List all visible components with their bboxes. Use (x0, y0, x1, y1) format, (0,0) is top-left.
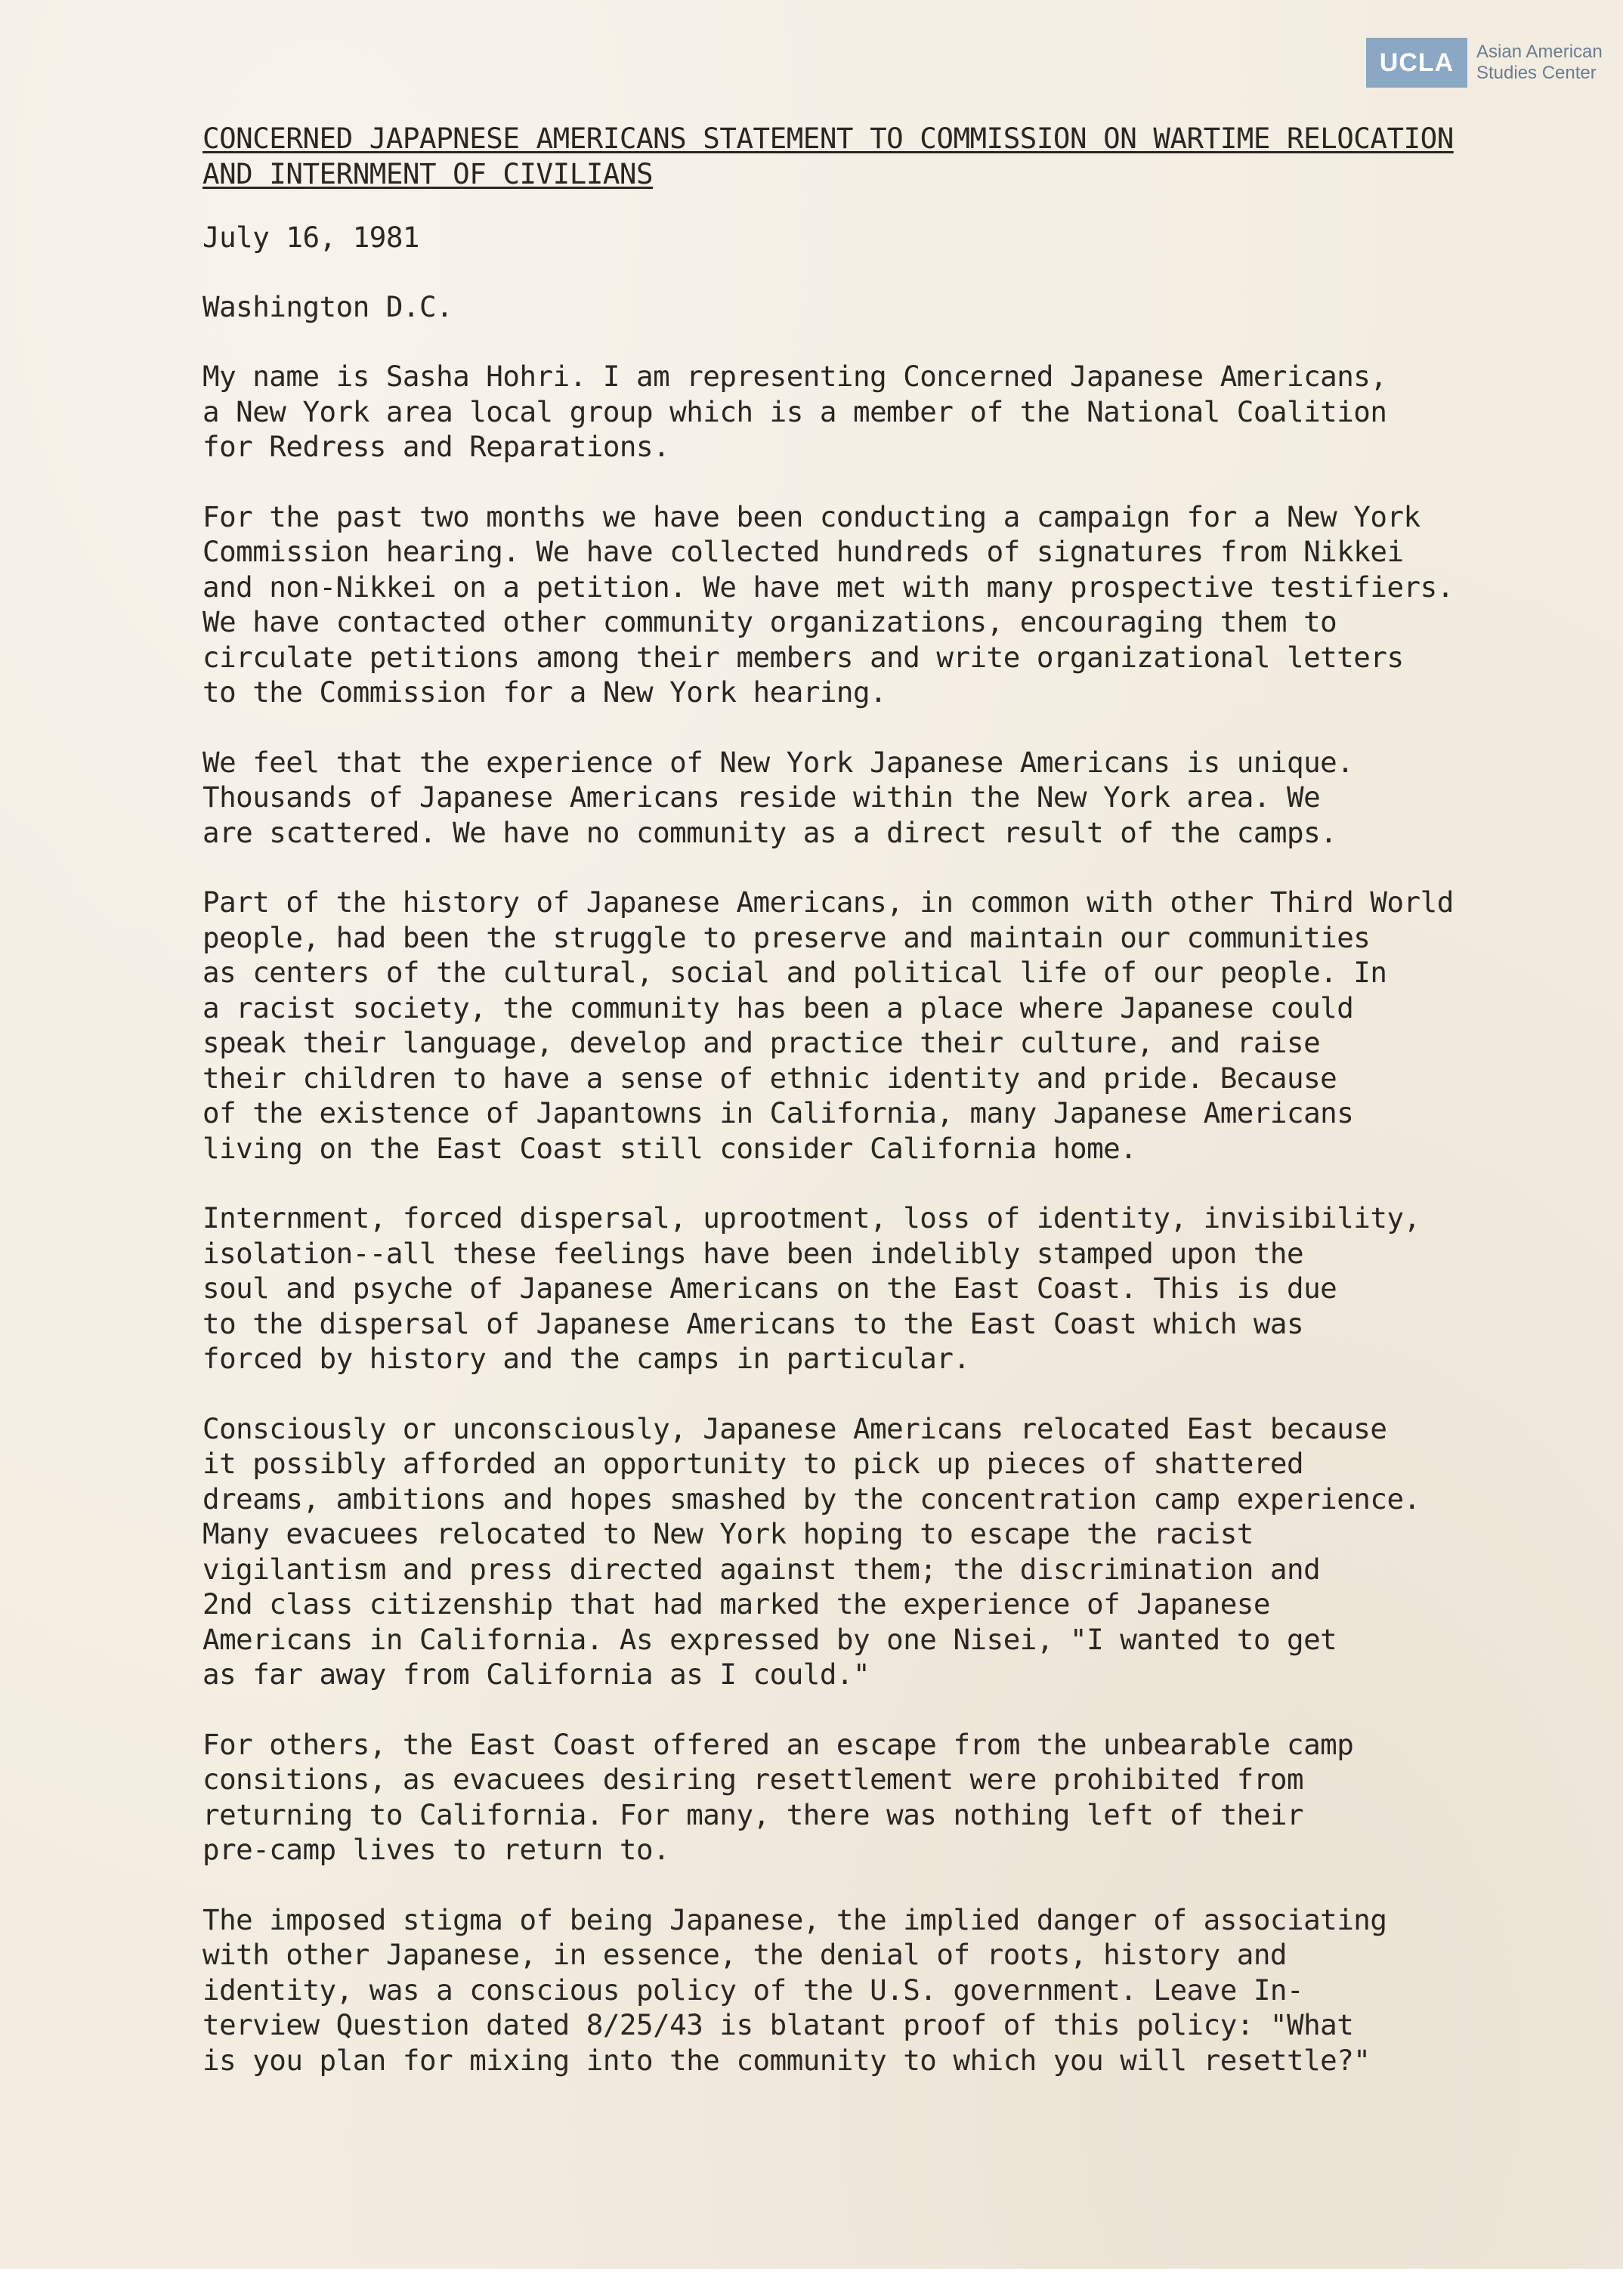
paragraph-line: it possibly afforded an opportunity to pick up pieces of shattered (202, 1447, 1304, 1480)
paragraph-line: of the existence of Japantowns in California, many Japanese Americans (202, 1096, 1354, 1129)
paragraph (202, 1411, 1442, 1692)
badge-caption-line-2: Studies Center (1476, 63, 1597, 83)
paragraph (202, 1902, 1442, 2078)
paragraph-line: and non-Nikkei on a petition. We have met with many prospective testifiers. (202, 570, 1454, 604)
paragraph-line: The imposed stigma of being Japanese, the implied danger of associating (202, 1902, 1387, 1936)
paragraph-line: as centers of the cultural, social and political life of our people. In (202, 956, 1387, 989)
paragraph-line: a New York area local group which is a member of the National Coalition (202, 394, 1387, 428)
scan-border (0, 2269, 1623, 2296)
paragraph-line: people, had been the struggle to preserve and maintain our communities (202, 920, 1371, 954)
paragraph (202, 359, 1442, 465)
paragraph-line: Commission hearing. We have collected hundreds of signatures from Nikkei (202, 535, 1404, 568)
ucla-logo: UCLA (1366, 38, 1467, 88)
paragraph-line: consitions, as evacuees desiring resettlement were prohibited from (202, 1763, 1304, 1796)
paragraph-line: is you plan for mixing into the community to which you will resettle?" (202, 2043, 1371, 2077)
statement-location: Washington D.C. (202, 289, 453, 323)
paragraph-line: Americans in California. As expressed by one Nisei, "I wanted to get (202, 1622, 1337, 1656)
paragraph (202, 1727, 1442, 1868)
paragraph-line: soul and psyche of Japanese Americans on the East Coast. This is due (202, 1272, 1337, 1305)
paragraph-line: We have contacted other community organizations, encouraging them to (202, 605, 1337, 638)
badge-caption (1476, 42, 1603, 84)
statement-body (202, 121, 1454, 2078)
paragraph-line: Thousands of Japanese Americans reside within the New York area. We (202, 780, 1321, 814)
paragraph-line: as far away from California as I could." (202, 1658, 870, 1691)
paragraph-line: returning to California. For many, there was nothing left of their (202, 1797, 1304, 1831)
paragraph-line: a racist society, the community has been a place where Japanese could (202, 990, 1354, 1024)
paragraph-line: Internment, forced dispersal, uprootment, loss of identity, invisibility, (202, 1201, 1421, 1235)
paragraph-line: living on the East Coast still consider California home. (202, 1131, 1137, 1165)
paragraph-line: vigilantism and press directed against them; the discrimination and (202, 1552, 1321, 1586)
paragraph-line: We feel that the experience of New York Japanese Americans is unique. (202, 745, 1354, 779)
paragraph-line: pre-camp lives to return to. (202, 1833, 670, 1866)
paragraph-line: For others, the East Coast offered an escape from the unbearable camp (202, 1727, 1354, 1761)
badge-caption-line-1: Asian American (1476, 42, 1603, 62)
paragraph-line: identity, was a conscious policy of the U.S. government. Leave In- (202, 1973, 1304, 2007)
paragraph-line: with other Japanese, in essence, the denial of roots, history and (202, 1938, 1287, 1971)
statement-title (202, 121, 1454, 191)
paragraph-line: dreams, ambitions and hopes smashed by the concentration camp experience. (202, 1482, 1421, 1516)
paragraph-line: are scattered. We have no community as a direct result of the camps. (202, 815, 1337, 849)
paragraph-line: Part of the history of Japanese Americans, in common with other Third World (202, 885, 1454, 919)
paragraph-line: Consciously or unconsciously, Japanese Americans relocated East because (202, 1411, 1387, 1445)
paragraph-line: their children to have a sense of ethnic identity and pride. Because (202, 1061, 1337, 1095)
paragraph-line: terview Question dated 8/25/43 is blatant proof of this policy: "What (202, 2008, 1354, 2041)
paragraph (202, 885, 1454, 1166)
paragraph-line: speak their language, develop and practice their culture, and raise (202, 1026, 1321, 1059)
paragraph-line: circulate petitions among their members and write organizational letters (202, 640, 1404, 674)
paragraph-line: 2nd class citizenship that had marked the experience of Japanese (202, 1587, 1270, 1621)
paragraph-line: to the dispersal of Japanese Americans to the East Coast which was (202, 1306, 1304, 1340)
ucla-aasc-badge (1366, 38, 1603, 88)
paragraph (202, 1201, 1442, 1377)
paragraph (202, 499, 1454, 710)
paragraph-line: Many evacuees relocated to New York hoping to escape the racist (202, 1517, 1254, 1550)
statement-date: July 16, 1981 (202, 221, 419, 254)
title-line-2: AND INTERNMENT OF CIVILIANS (202, 156, 654, 190)
paragraph-line: For the past two months we have been conducting a campaign for a New York (202, 499, 1421, 533)
paragraphs-container (202, 359, 1454, 2078)
paragraph-line: isolation--all these feelings have been indelibly stamped upon the (202, 1236, 1304, 1270)
paragraph (202, 745, 1442, 851)
paragraph-line: for Redress and Reparations. (202, 430, 670, 463)
paragraph-line: My name is Sasha Hohri. I am representing Concerned Japanese Americans, (202, 360, 1387, 393)
paragraph-line: forced by history and the camps in particular. (202, 1342, 970, 1375)
paragraph-line: to the Commission for a New York hearing. (202, 675, 887, 709)
title-line-1: CONCERNED JAPAPNESE AMERICANS STATEMENT TO COMMISSION ON WARTIME RELOCATION (202, 122, 1454, 155)
